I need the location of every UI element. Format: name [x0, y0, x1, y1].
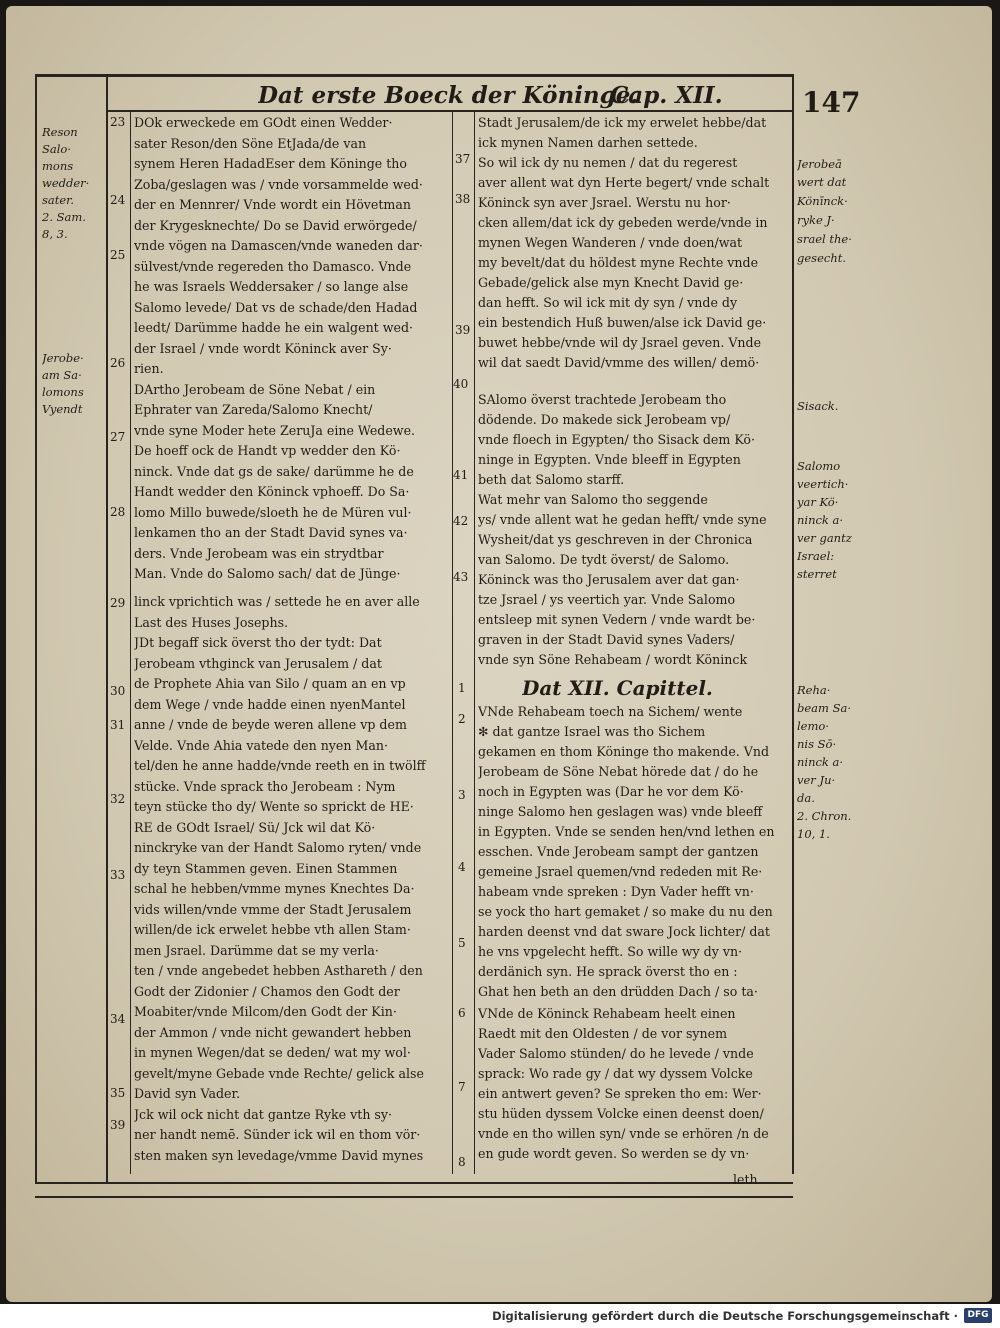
text-line: gekamen en thom Köninge tho makende. Vnd — [478, 744, 770, 759]
text-line: Raedt mit den Oldesten / de vor synem — [478, 1026, 728, 1041]
right-note: 10, 1. — [797, 827, 830, 841]
right-frame-rule — [792, 74, 794, 1174]
text-line: se yock tho hart gemaket / so make du nu den — [478, 904, 773, 919]
text-line: Jerobeam de Söne Nebat hörede dat / do he — [478, 764, 759, 779]
right-note: Sisack. — [797, 399, 839, 413]
verse-number: 43 — [453, 570, 469, 584]
text-line: stu hüden dyssem Volcke einen deenst doen/ — [478, 1106, 764, 1121]
verse-number: 8 — [458, 1155, 466, 1169]
text-line: ninck. Vnde dat gs de sake/ darümme he de — [134, 463, 414, 479]
text-line: sprack: Wo rade gy / dat wy dyssem Volcke — [478, 1066, 753, 1081]
text-line: Jck wil ock nicht dat gantze Ryke vth sy· — [134, 1106, 393, 1122]
dfg-logo: DFG — [964, 1308, 992, 1323]
verse-number: 42 — [453, 514, 469, 528]
text-line: sten maken syn levedage/vmme David mynes — [134, 1147, 424, 1163]
verse-number: 28 — [110, 505, 126, 519]
verse-number: 25 — [110, 248, 126, 262]
text-line: Salomo levede/ Dat vs de schade/den Hadad — [134, 299, 418, 315]
text-line: Wysheit/dat ys geschreven in der Chronica — [478, 532, 753, 547]
text-line: de Prophete Ahia van Silo / quam an en vp — [134, 676, 406, 691]
text-line: DOk erweckede em GOdt einen Wedder· — [134, 115, 393, 130]
text-line: in mynen Wegen/dat se deden/ wat my wol· — [134, 1045, 411, 1060]
text-line: cken allem/dat ick dy gebeden werde/vnde in — [478, 215, 768, 230]
right-note: srael the· — [797, 232, 852, 246]
text-line: tze Jsrael / ys veertich yar. Vnde Salomo — [478, 592, 736, 607]
verse-number: 3 — [458, 788, 466, 802]
text-line: my bevelt/dat du höldest myne Rechte vnde — [478, 255, 759, 270]
text-line: Godt der Zidonier / Chamos den Godt der — [134, 983, 400, 999]
text-line: linck vprichtich was / settede he en aver alle — [134, 594, 420, 609]
left-note: Reson — [42, 125, 78, 139]
verse-number: 30 — [110, 684, 126, 698]
verse-number: 37 — [455, 152, 471, 166]
page-number: 147 — [802, 86, 861, 119]
text-line: David syn Vader. — [134, 1086, 241, 1101]
text-line: entsleep mit synen Vedern / vnde wardt be· — [478, 612, 756, 627]
text-line: Handt wedder den Köninck vphoeff. Do Sa· — [134, 484, 410, 499]
verse-number: 23 — [110, 115, 126, 129]
text-line: dödende. Do makede sick Jerobeam vp/ — [478, 412, 731, 427]
verse-number: 7 — [458, 1080, 466, 1094]
top-rule — [35, 74, 793, 77]
left-note: mons — [42, 159, 74, 173]
text-line: Jerobeam vthginck van Jerusalem / dat — [134, 655, 382, 671]
text-line: ten / vnde angebedet hebben Asthareth / den — [134, 963, 423, 978]
text-line: Gebade/gelick alse myn Knecht David ge· — [478, 275, 744, 290]
text-line: men Jsrael. Darümme dat se my verla· — [134, 942, 379, 958]
text-line: gevelt/myne Gebade vnde Rechte/ gelick alse — [134, 1065, 424, 1081]
text-line: synem Heren HadadEser dem Köninge tho — [134, 156, 407, 171]
right-note: Israel: — [797, 549, 835, 563]
verse-number: 4 — [458, 860, 466, 874]
funding-notice: Digitalisierung gefördert durch die Deutsche Forschungsgemeinschaft · — [492, 1309, 958, 1323]
text-line: rien. — [134, 361, 164, 376]
text-line: teyn stücke tho dy/ Wente so sprickt de HE· — [134, 799, 414, 814]
left-note: Jerobe· — [42, 351, 84, 365]
text-line: ein antwert geven? Se spreken tho em: Wer· — [478, 1086, 762, 1101]
text-line: ninge in Egypten. Vnde bleeff in Egypten — [478, 452, 741, 467]
text-line: Wat mehr van Salomo tho seggende — [478, 492, 708, 507]
text-line: De hoeff ock de Handt vp wedder den Kö· — [134, 443, 401, 458]
verse-number: 26 — [110, 356, 126, 370]
text-line: dan hefft. So wil ick mit dy syn / vnde dy — [478, 295, 738, 310]
text-line: leedt/ Darümme hadde he ein walgent wed· — [134, 320, 414, 335]
footer-bar — [0, 1304, 1000, 1328]
text-line: Man. Vnde do Salomo sach/ dat de Jünge· — [134, 566, 401, 581]
text-line: Köninck syn aver Jsrael. Werstu nu hor· — [478, 195, 731, 210]
right-note: ninck a· — [797, 755, 844, 769]
verse-number: 35 — [110, 1086, 126, 1100]
left-note: 2. Sam. — [42, 210, 86, 224]
text-line: Ghat hen beth an den drüdden Dach / so ta· — [478, 984, 758, 999]
text-line: vnde vögen na Damascen/vnde waneden dar· — [134, 238, 423, 253]
verse-number: 34 — [110, 1012, 126, 1026]
right-note: nis Sō· — [797, 737, 837, 751]
text-line: stücke. Vnde sprack tho Jerobeam : Nym — [134, 778, 396, 794]
right-note: yar Kö· — [797, 495, 839, 509]
text-line: JDt begaff sick överst tho der tydt: Dat — [134, 635, 382, 650]
text-line: Stadt Jerusalem/de ick my erwelet hebbe/dat — [478, 115, 767, 130]
verse-number: 1 — [458, 681, 466, 695]
verse-number: 27 — [110, 430, 126, 444]
text-line: habeam vnde spreken : Dyn Vader hefft vn· — [478, 884, 754, 899]
text-line: Vader Salomo stünden/ do he levede / vnde — [478, 1046, 754, 1061]
right-note: lemo· — [797, 719, 829, 733]
text-line: mynen Wegen Wanderen / vnde doen/wat — [478, 235, 743, 250]
right-note: beam Sa· — [797, 701, 851, 715]
text-line: vnde en tho willen syn/ vnde se erhören /n de — [478, 1126, 769, 1141]
chapter-heading: Cap. XII. — [610, 82, 723, 109]
right-note: 2. Chron. — [797, 809, 852, 823]
text-line: Moabiter/vnde Milcom/den Godt der Kin· — [134, 1004, 397, 1019]
center-rule-left — [452, 110, 453, 1174]
text-line: vnde syn Söne Rehabeam / wordt Köninck — [478, 652, 748, 667]
text-line: Zoba/geslagen was / vnde vorsammelde wed· — [134, 176, 423, 192]
left-note: sater. — [42, 193, 75, 207]
text-line: So wil ick dy nu nemen / dat du regerest — [478, 155, 738, 170]
right-note: Jerobeā — [797, 157, 842, 171]
text-line: willen/de ick erwelet hebbe vth allen Stam· — [134, 922, 411, 937]
verse-number: 40 — [453, 377, 469, 391]
text-line: ✻ dat gantze Israel was tho Sichem — [478, 724, 706, 739]
text-line: aver allent wat dyn Herte begert/ vnde schalt — [478, 175, 770, 190]
text-line: ninckryke van der Handt Salomo ryten/ vnde — [134, 840, 422, 855]
text-line: der Ammon / vnde nicht gewandert hebben — [134, 1024, 412, 1040]
text-line: DArtho Jerobeam de Söne Nebat / ein — [134, 381, 376, 397]
text-line: VNde Rehabeam toech na Sichem/ wente — [478, 704, 743, 719]
left-margin-rule — [106, 74, 108, 1184]
text-line: ders. Vnde Jerobeam was ein strydtbar — [134, 545, 384, 561]
verse-number: 39 — [110, 1118, 126, 1132]
right-note: Salomo — [797, 459, 841, 473]
verse-number: 2 — [458, 712, 466, 726]
verse-number: 32 — [110, 792, 126, 806]
right-note: Reha· — [797, 683, 831, 697]
text-line: anne / vnde de beyde weren allene vp dem — [134, 717, 407, 732]
verse-number: 24 — [110, 193, 126, 207]
chapter-title: Dat XII. Capittel. — [522, 676, 713, 700]
text-line: dem Wege / vnde hadde einen nyenMantel — [134, 696, 406, 712]
text-line: SAlomo överst trachtede Jerobeam tho — [478, 392, 727, 407]
text-line: in Egypten. Vnde se senden hen/vnd lethen en — [478, 824, 775, 839]
left-note: Salo· — [42, 142, 71, 156]
verse-number: 6 — [458, 1006, 466, 1020]
center-rule-right — [474, 110, 475, 1174]
text-line: lomo Millo buwede/sloeth he de Müren vul· — [134, 504, 412, 520]
text-line: he vns vpgelecht hefft. So wille wy dy vn· — [478, 944, 743, 959]
bottom-rule-1 — [35, 1182, 793, 1184]
verse-number: 29 — [110, 596, 126, 610]
text-line: ys/ vnde allent wat he gedan hefft/ vnde syne — [478, 512, 767, 527]
text-line: ninge Salomo hen geslagen was) vnde bleeff — [478, 804, 763, 819]
text-line: Ephrater van Zareda/Salomo Knecht/ — [134, 402, 373, 417]
text-line: vnde syne Moder hete ZeruJa eine Wedewe. — [134, 422, 416, 438]
right-note: sterret — [797, 567, 837, 581]
text-line: van Salomo. De tydt överst/ de Salomo. — [478, 552, 730, 567]
right-note: da. — [797, 791, 815, 805]
left-note: lomons — [42, 385, 84, 399]
text-line: ner handt nemē. Sünder ick wil en thom vör· — [134, 1127, 421, 1142]
text-line: VNde de Köninck Rehabeam heelt einen — [478, 1006, 736, 1021]
left-note: wedder· — [42, 176, 90, 190]
right-note: wert dat — [797, 175, 847, 189]
verse-number: 41 — [453, 468, 469, 482]
text-line: noch in Egypten was (Dar he vor dem Kö· — [478, 784, 744, 799]
text-line: lenkamen tho an der Stadt David synes va· — [134, 525, 408, 540]
text-line: schal he hebben/vmme mynes Knechtes Da· — [134, 881, 415, 896]
right-note: ryke J· — [797, 213, 835, 227]
text-line: he was Israels Weddersaker / so lange alse — [134, 279, 409, 294]
verse-number: 5 — [458, 936, 466, 950]
bottom-rule-2 — [35, 1196, 793, 1198]
text-line: sülvest/vnde regereden tho Damasco. Vnde — [134, 258, 412, 274]
text-line: RE de GOdt Israel/ Sü/ Jck wil dat Kö· — [134, 819, 376, 835]
left-frame-rule — [35, 74, 37, 1184]
right-note: ver gantz — [797, 531, 852, 545]
verse-number: 38 — [455, 192, 471, 206]
left-note: Vyendt — [42, 402, 83, 416]
text-line: graven in der Stadt David synes Vaders/ — [478, 632, 735, 647]
text-line: sater Reson/den Söne EtJada/de van — [134, 135, 367, 151]
text-line: en gude wordt geven. So werden se dy vn· — [478, 1146, 750, 1161]
text-line: gemeine Jsrael quemen/vnd rededen mit Re· — [478, 864, 763, 879]
text-line: vids willen/vnde vmme der Stadt Jerusalem — [134, 901, 412, 917]
text-line: der Israel / vnde wordt Köninck aver Sy· — [134, 340, 392, 356]
text-line: esschen. Vnde Jerobeam sampt der gantzen — [478, 844, 759, 859]
catchword: leth — [733, 1172, 758, 1187]
verse-number: 39 — [455, 323, 471, 337]
running-head: Dat erste Boeck der Köninge. — [258, 82, 639, 109]
right-note: ver Ju· — [797, 773, 836, 787]
text-line: vnde floech in Egypten/ tho Sisack dem Kö· — [478, 432, 755, 447]
verse-number: 31 — [110, 718, 126, 732]
text-line: ick mynen Namen darhen settede. — [478, 135, 698, 150]
right-note: Könīnck· — [797, 194, 848, 208]
right-note: gesecht. — [797, 251, 846, 265]
text-line: Köninck was tho Jerusalem aver dat gan· — [478, 572, 740, 587]
verse-number: 33 — [110, 868, 126, 882]
text-line: der en Mennrer/ Vnde wordt ein Hövetman — [134, 197, 411, 212]
text-line: tel/den he anne hadde/vnde reeth en in twölff — [134, 758, 426, 773]
text-line: harden deenst vnd dat sware Jock lichter/ dat — [478, 924, 770, 939]
text-line: buwet hebbe/vnde wil dy Jsrael geven. Vnde — [478, 335, 762, 350]
text-line: dy teyn Stammen geven. Einen Stammen — [134, 860, 398, 876]
left-note: am Sa· — [42, 368, 82, 382]
text-line: ein bestendich Huß buwen/alse ick David ge· — [478, 315, 767, 330]
right-note: ninck a· — [797, 513, 844, 527]
left-note: 8, 3. — [42, 227, 68, 241]
text-line: Last des Huses Josephs. — [134, 614, 289, 630]
text-line: wil dat saedt David/vmme des willen/ demö· — [478, 355, 760, 370]
text-line: der Krygesknechte/ Do se David erwörgede/ — [134, 217, 417, 233]
text-line: derdänich syn. He sprack överst tho en : — [478, 964, 738, 979]
header-rule — [108, 110, 793, 112]
text-line: beth dat Salomo starff. — [478, 472, 625, 487]
text-line: Velde. Vnde Ahia vatede den nyen Man· — [134, 737, 389, 753]
inner-left-rule — [130, 110, 131, 1174]
right-note: veertich· — [797, 477, 849, 491]
